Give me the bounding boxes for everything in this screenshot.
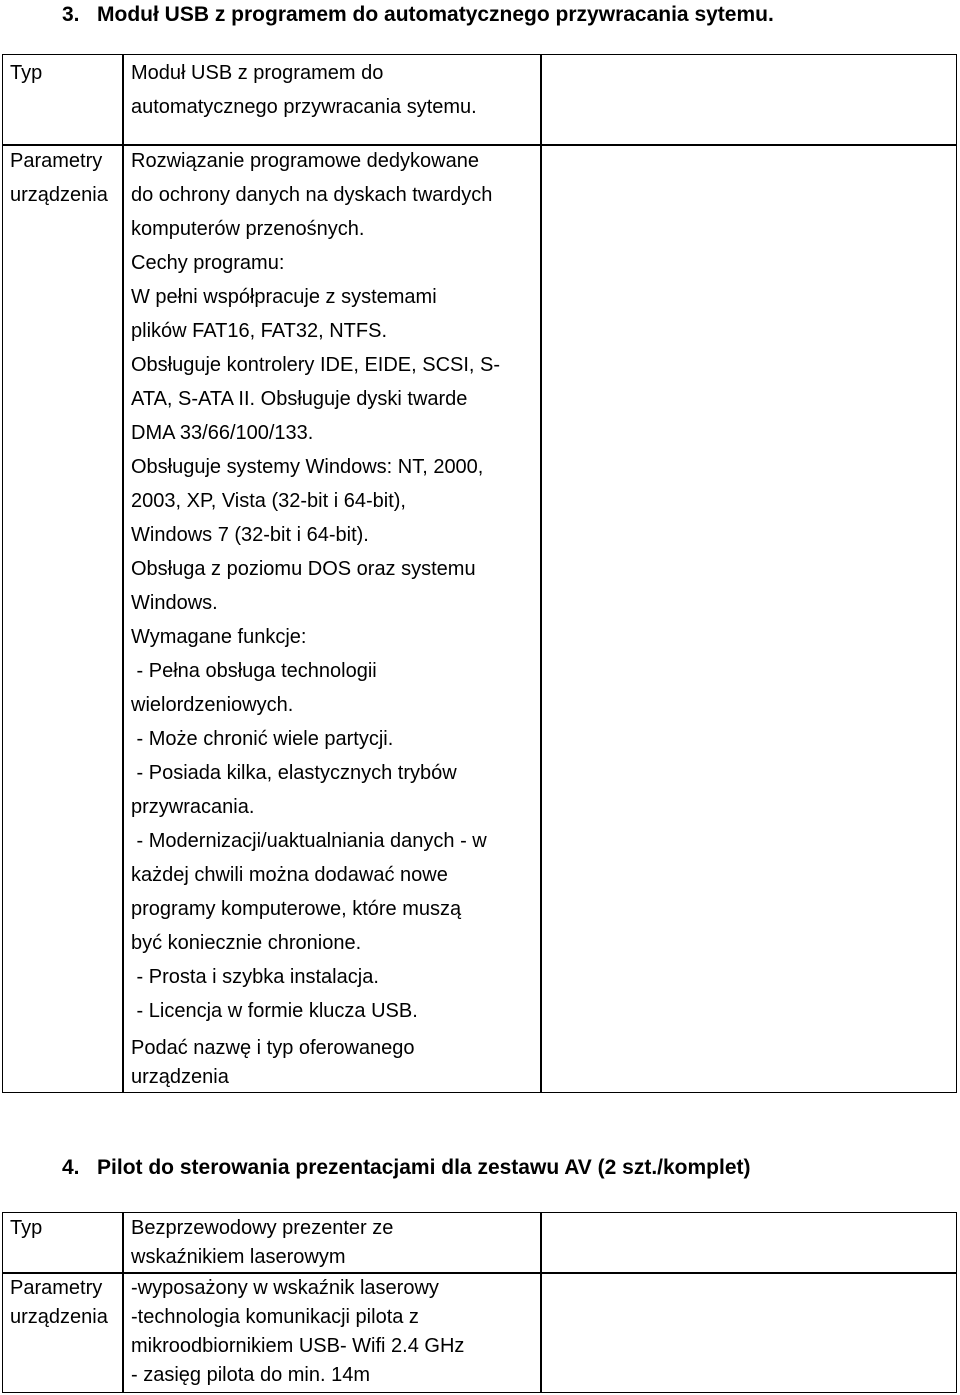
text-line: być koniecznie chronione.	[131, 932, 362, 954]
text-line: Obsługa z poziomu DOS oraz systemu	[131, 558, 476, 580]
params-label	[10, 1274, 108, 1332]
text-line: wielordzeniowych.	[131, 694, 294, 716]
params-value	[131, 1274, 464, 1390]
params-value	[131, 144, 500, 1028]
column-divider	[122, 1212, 124, 1393]
section-3-heading: 3. Moduł USB z programem do automatycznego przywracania sytemu.	[62, 3, 774, 26]
typ-value	[131, 1214, 393, 1272]
text-line: plików FAT16, FAT32, NTFS.	[131, 320, 387, 342]
text-line: mikroodbiornikiem USB- Wifi 2.4 GHz	[131, 1335, 465, 1357]
text-line: programy komputerowe, które muszą	[131, 898, 462, 920]
text-line: Parametry	[10, 150, 103, 172]
text-line: - Pełna obsługa technologii	[131, 660, 377, 682]
text-line: Moduł USB z programem do	[131, 62, 384, 84]
text-line: ATA, S-ATA II. Obsługuje dyski twarde	[131, 388, 468, 410]
text-line: 2003, XP, Vista (32-bit i 64-bit),	[131, 490, 406, 512]
text-line: urządzenia	[10, 1306, 108, 1328]
text-line: - Licencja w formie klucza USB.	[131, 1000, 418, 1022]
column-divider	[122, 54, 124, 1093]
text-line: Podać nazwę i typ oferowanego	[131, 1037, 415, 1059]
text-line: Rozwiązanie programowe dedykowane	[131, 150, 479, 172]
text-line: - Może chronić wiele partycji.	[131, 728, 394, 750]
text-line: Bezprzewodowy prezenter ze	[131, 1217, 394, 1239]
text-line: -wyposażony w wskaźnik laserowy	[131, 1277, 439, 1299]
text-line: - Posiada kilka, elastycznych trybów	[131, 762, 457, 784]
text-line: Windows.	[131, 592, 218, 614]
text-line: -technologia komunikacji pilota z	[131, 1306, 419, 1328]
text-line: Obsługuje systemy Windows: NT, 2000,	[131, 456, 484, 478]
text-line: - Prosta i szybka instalacja.	[131, 966, 379, 988]
text-line: komputerów przenośnych.	[131, 218, 365, 240]
offer-note	[131, 1034, 415, 1092]
text-line: do ochrony danych na dyskach twardych	[131, 184, 493, 206]
text-line: - Modernizacji/uaktualniania danych - w	[131, 830, 487, 852]
text-line: Windows 7 (32-bit i 64-bit).	[131, 524, 369, 546]
text-line: Wymagane funkcje:	[131, 626, 307, 648]
text-line: DMA 33/66/100/133.	[131, 422, 314, 444]
section-4-heading: 4. Pilot do sterowania prezentacjami dla zestawu AV (2 szt./komplet)	[62, 1156, 751, 1179]
typ-value	[131, 56, 477, 124]
text-line: Obsługuje kontrolery IDE, EIDE, SCSI, S-	[131, 354, 501, 376]
text-line: przywracania.	[131, 796, 255, 818]
text-line: urządzenia	[10, 184, 108, 206]
text-line: - zasięg pilota do min. 14m	[131, 1364, 371, 1386]
text-line: każdej chwili można dodawać nowe	[131, 864, 448, 886]
text-line: wskaźnikiem laserowym	[131, 1246, 346, 1268]
text-line: urządzenia	[131, 1066, 229, 1088]
text-line: Cechy programu:	[131, 252, 285, 274]
typ-label: Typ	[10, 1217, 43, 1239]
column-divider	[540, 54, 542, 1093]
text-line: automatycznego przywracania sytemu.	[131, 96, 477, 118]
params-label	[10, 144, 108, 212]
column-divider	[540, 1212, 542, 1393]
text-line: Parametry	[10, 1277, 103, 1299]
typ-label: Typ	[10, 62, 43, 84]
text-line: W pełni współpracuje z systemami	[131, 286, 437, 308]
